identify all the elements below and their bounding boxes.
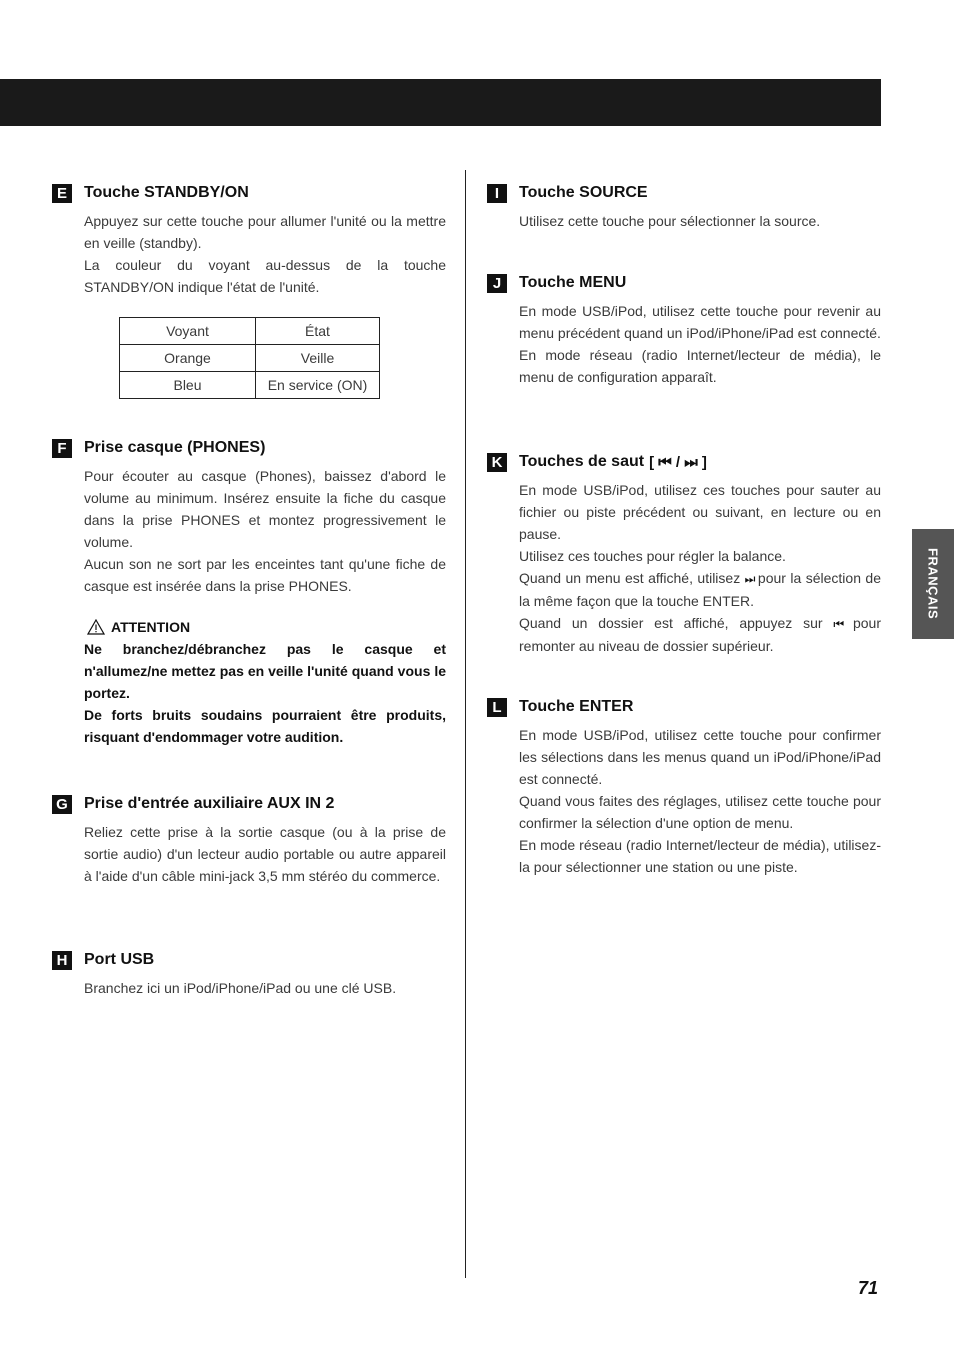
table-header-cell: Voyant <box>120 318 256 345</box>
skip-next-icon: ⏭ <box>744 572 754 586</box>
section-letter: K <box>487 453 507 472</box>
language-tab <box>912 529 954 639</box>
attention-paragraph: Ne branchez/débranchez pas le casque et n'allumez/ne mettez pas en veille l'unité quand vous le portez. <box>84 641 446 701</box>
table-header-row <box>120 318 380 345</box>
text-fragment: pour remonter au niveau de dossier supérieur. <box>519 615 882 654</box>
indicator-state-table <box>119 317 380 399</box>
table-row <box>120 372 380 399</box>
skip-icons: [ ⏮ / ⏭ ] <box>649 453 707 471</box>
section-body <box>84 977 446 999</box>
table-cell: En service (ON) <box>256 372 380 399</box>
language-tab-label: FRANÇAIS <box>925 548 941 620</box>
section-body <box>84 465 446 597</box>
section-heading <box>52 182 446 204</box>
text-fragment: Quand un menu est affiché, utilisez <box>519 570 741 586</box>
section-letter: J <box>487 274 507 293</box>
section-heading <box>487 272 881 294</box>
section-usb-port <box>56 949 446 999</box>
table-row <box>120 345 380 372</box>
section-title: Touche MENU <box>519 274 627 291</box>
paragraph: En mode réseau (radio Internet/lecteur de média), le menu de configuration apparaît. <box>519 347 881 385</box>
section-title: Prise d'entrée auxiliaire AUX IN 2 <box>84 795 335 812</box>
section-title: Prise casque (PHONES) <box>84 439 266 456</box>
section-body <box>84 821 446 887</box>
paragraph: Aucun son ne sort par les enceintes tant qu'une fiche de casque est insérée dans la prise PHONES. <box>84 556 446 594</box>
paragraph: En mode USB/iPod, utilisez cette touche pour revenir au menu précédent quand un iPod/iPhone/iPad est connecté. <box>519 303 881 341</box>
paragraph: Quand vous faites des réglages, utilisez cette touche pour confirmer la sélection d'une option de menu. <box>519 793 881 831</box>
paragraph: Utilisez cette touche pour sélectionner la source. <box>519 213 821 229</box>
paragraph <box>519 567 881 612</box>
section-heading <box>52 437 446 459</box>
paragraph: Pour écouter au casque (Phones), baissez d'abord le volume au minimum. Insérez ensuite la fiche du casque dans la prise PHONES et montez progressivement le volume. <box>84 468 446 550</box>
paragraph: Branchez ici un iPod/iPhone/iPad ou une clé USB. <box>84 980 397 996</box>
section-body <box>519 300 881 388</box>
section-body <box>519 210 881 232</box>
section-aux-in <box>56 793 446 887</box>
section-source <box>494 182 881 232</box>
section-title: Touche STANDBY/ON <box>84 184 249 201</box>
table-cell: Veille <box>256 345 380 372</box>
skip-previous-icon: ⏮ <box>833 617 843 631</box>
table-cell: Orange <box>120 345 256 372</box>
section-standby <box>56 182 446 399</box>
section-menu <box>492 272 881 388</box>
section-body <box>84 210 446 298</box>
table-cell: Bleu <box>120 372 256 399</box>
section-heading <box>52 793 446 815</box>
paragraph: Appuyez sur cette touche pour allumer l'unité ou la mettre en veille (standby). <box>84 213 446 251</box>
section-skip <box>491 451 882 657</box>
paragraph: En mode USB/iPod, utilisez ces touches pour sauter au fichier ou piste précédent ou suivant, en lecture ou en pause. <box>519 482 881 542</box>
section-body <box>519 724 881 878</box>
text-fragment: Quand un dossier est affiché, appuyez sur <box>519 615 823 631</box>
section-title: Port USB <box>84 951 155 968</box>
section-heading <box>487 182 881 204</box>
column-divider <box>465 170 466 1278</box>
section-title: Touche ENTER <box>519 698 634 715</box>
attention-paragraph: De forts bruits soudains pourraient être produits, risquant d'endommager votre audition. <box>84 707 446 745</box>
section-letter: F <box>52 439 72 458</box>
section-heading <box>487 696 881 718</box>
header-bar <box>0 79 881 126</box>
section-body <box>519 479 881 657</box>
paragraph: La couleur du voyant au-dessus de la touche STANDBY/ON indique l'état de l'unité. <box>84 257 446 295</box>
attention-heading <box>87 617 446 637</box>
paragraph <box>519 612 881 657</box>
section-letter: H <box>52 951 72 970</box>
attention-label: ATTENTION <box>111 619 191 635</box>
section-heading <box>52 949 446 971</box>
page-number: 71 <box>857 1278 878 1298</box>
warning-icon <box>87 619 105 635</box>
paragraph: En mode réseau (radio Internet/lecteur de média), utilisez-la pour sélectionner une station ou une piste. <box>519 837 881 875</box>
paragraph: Reliez cette prise à la sortie casque (ou à la prise de sortie audio) d'un lecteur audio portable ou autre appareil à l'aide d'un câble mini-jack 3,5 mm stéréo du commerce. <box>84 824 446 884</box>
section-letter: I <box>487 184 507 203</box>
section-heading <box>487 451 881 473</box>
section-phones <box>57 437 446 748</box>
section-letter: G <box>52 795 72 814</box>
paragraph: En mode USB/iPod, utilisez cette touche pour confirmer les sélections dans les menus quand un iPod/iPhone/iPad est connecté. <box>519 727 881 787</box>
section-title: Touches de saut <box>519 453 645 470</box>
section-enter <box>492 696 881 878</box>
section-letter: L <box>487 698 507 717</box>
section-letter: E <box>52 184 72 203</box>
text-fragment: pour la sélection de la même façon que la touche ENTER. <box>519 570 881 609</box>
table-header-cell: État <box>256 318 380 345</box>
attention-body <box>84 638 446 748</box>
paragraph: Utilisez ces touches pour régler la balance. <box>519 548 786 564</box>
section-title: Touche SOURCE <box>519 184 648 201</box>
